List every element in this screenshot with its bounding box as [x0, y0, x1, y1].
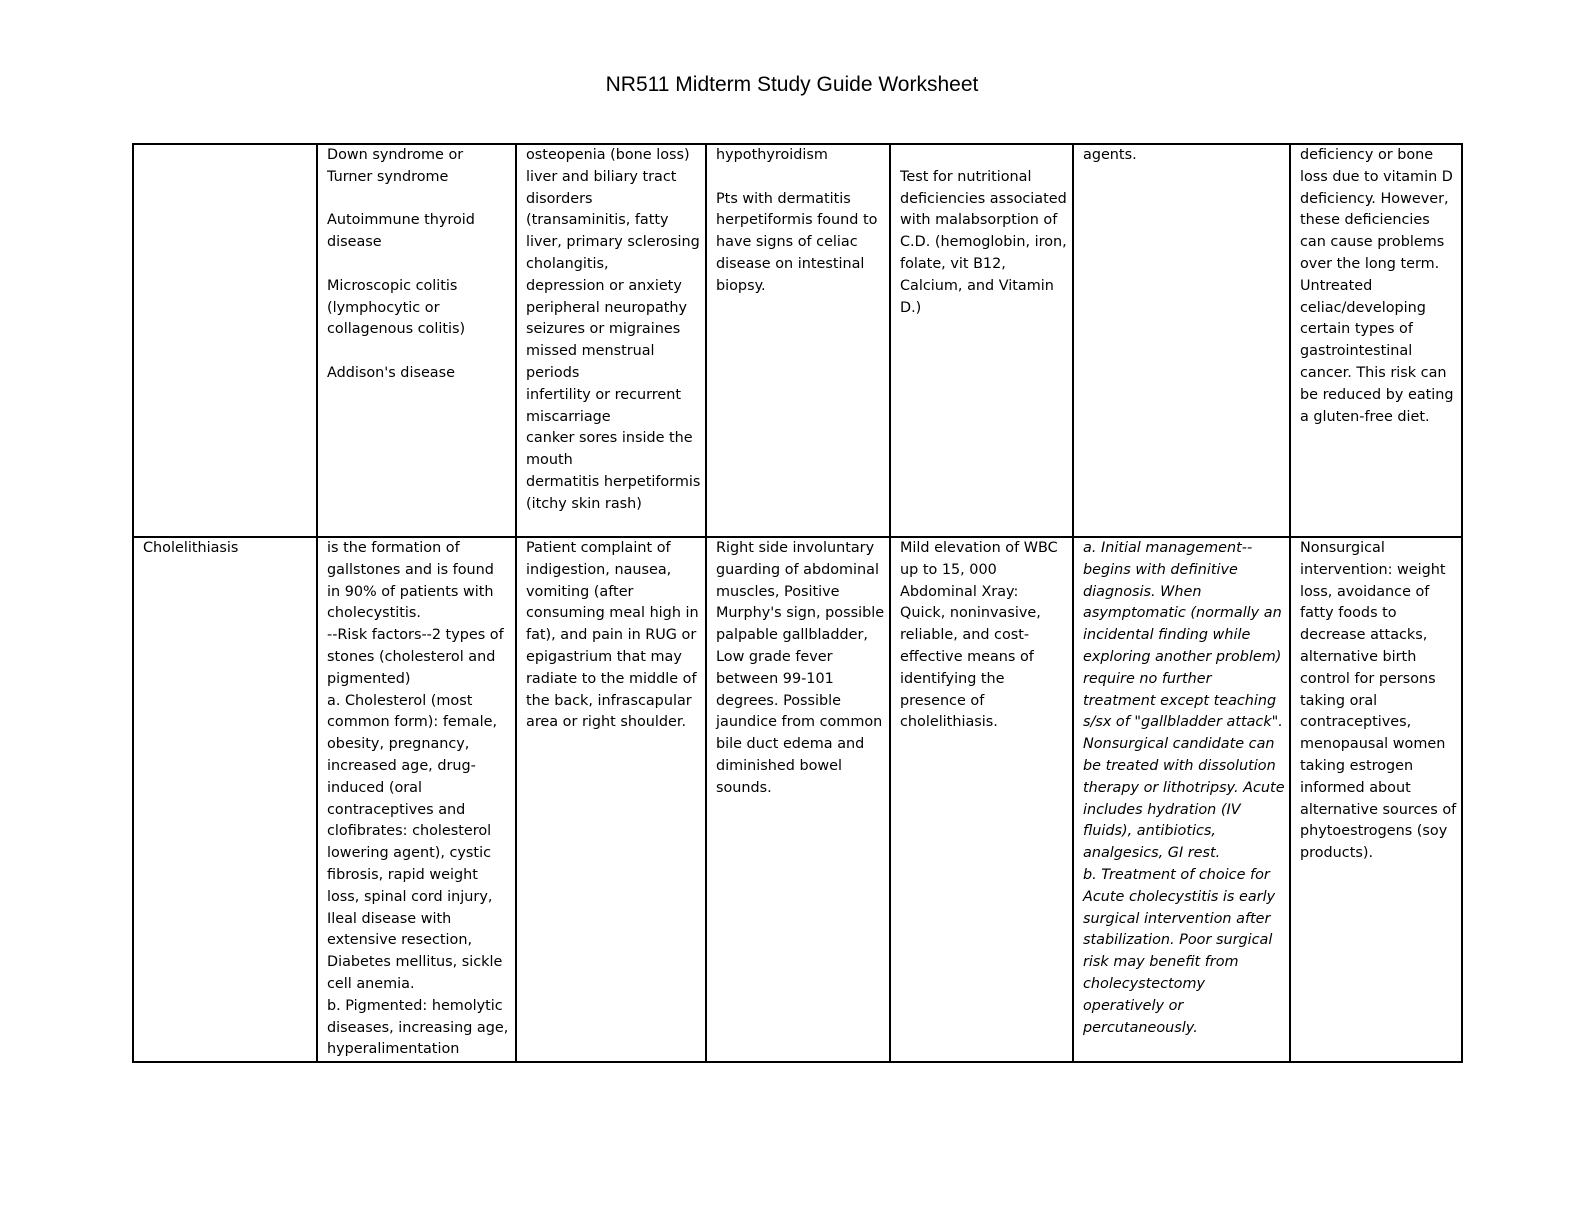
diagnostics-cell: Test for nutritional deficiencies associated with malabsorption of C.D. (hemoglobin, iron, folate, vit B12, Calcium, and Vitamin D.)	[890, 144, 1073, 537]
page-title: NR511 Midterm Study Guide Worksheet	[605, 73, 979, 96]
condition-cell	[133, 144, 317, 537]
education-cell: Nonsurgical intervention: weight loss, avoidance of fatty foods to decrease attacks, alternative birth control for persons taking oral contraceptives, menopausal women taking estrogen informed about alternative sources of phytoestrogens (soy products).	[1290, 537, 1462, 1062]
risk-factors-cell: is the formation of gallstones and is found in 90% of patients with cholecystitis. --Risk factors--2 types of stones (cholesterol and pigmented) a. Cholesterol (most common form): female, obesity, pregnancy, increased age, drug-induced (oral contraceptives and clofibrates: cholesterol lowering agent), cystic fibrosis, rapid weight loss, spinal cord injury, Ileal disease with extensive resection, Diabetes mellitus, sickle cell anemia. b. Pigmented: hemolytic diseases, increasing age, hyperalimentation	[317, 537, 516, 1062]
study-guide-table	[132, 143, 1463, 1063]
management-cell: a. Initial management--begins with definitive diagnosis. When asymptomatic (normally an incidental finding while exploring another problem) require no further treatment except teaching s/sx of "gallbladder attack". Nonsurgical candidate can be treated with dissolution therapy or lithotripsy. Acute includes hydration (IV fluids), antibiotics, analgesics, GI rest. b. Treatment of choice for Acute cholecystitis is early surgical intervention after stabilization. Poor surgical risk may benefit from cholecystectomy operatively or percutaneously.	[1073, 537, 1290, 1062]
signs-symptoms-cell: osteopenia (bone loss) liver and biliary tract disorders (transaminitis, fatty liver, primary sclerosing cholangitis, depression or anxiety peripheral neuropathy seizures or migraines missed menstrual periods infertility or recurrent miscarriage canker sores inside the mouth dermatitis herpetiformis (itchy skin rash)	[516, 144, 706, 537]
physical-exam-cell: Right side involuntary guarding of abdominal muscles, Positive Murphy's sign, possible palpable gallbladder, Low grade fever between 99-101 degrees. Possible jaundice from common bile duct edema and diminished bowel sounds.	[706, 537, 890, 1062]
signs-symptoms-cell: Patient complaint of indigestion, nausea, vomiting (after consuming meal high in fat), and pain in RUG or epigastrium that may radiate to the middle of the back, infrascapular area or right shoulder.	[516, 537, 706, 1062]
table-row	[133, 537, 1462, 1062]
table-row	[133, 144, 1462, 537]
management-cell: agents.	[1073, 144, 1290, 537]
condition-cell: Cholelithiasis	[133, 537, 317, 1062]
education-cell: deficiency or bone loss due to vitamin D deficiency. However, these deficiencies can cause problems over the long term. Untreated celiac/developing certain types of gastrointestinal cancer. This risk can be reduced by eating a gluten-free diet.	[1290, 144, 1462, 537]
risk-factors-cell: Down syndrome or Turner syndrome Autoimmune thyroid disease Microscopic colitis (lymphocytic or collagenous colitis) Addison's disease	[317, 144, 516, 537]
diagnostics-cell: Mild elevation of WBC up to 15, 000 Abdominal Xray: Quick, noninvasive, reliable, and cost-effective means of identifying the presence of cholelithiasis.	[890, 537, 1073, 1062]
physical-exam-cell: hypothyroidism Pts with dermatitis herpetiformis found to have signs of celiac disease on intestinal biopsy.	[706, 144, 890, 537]
